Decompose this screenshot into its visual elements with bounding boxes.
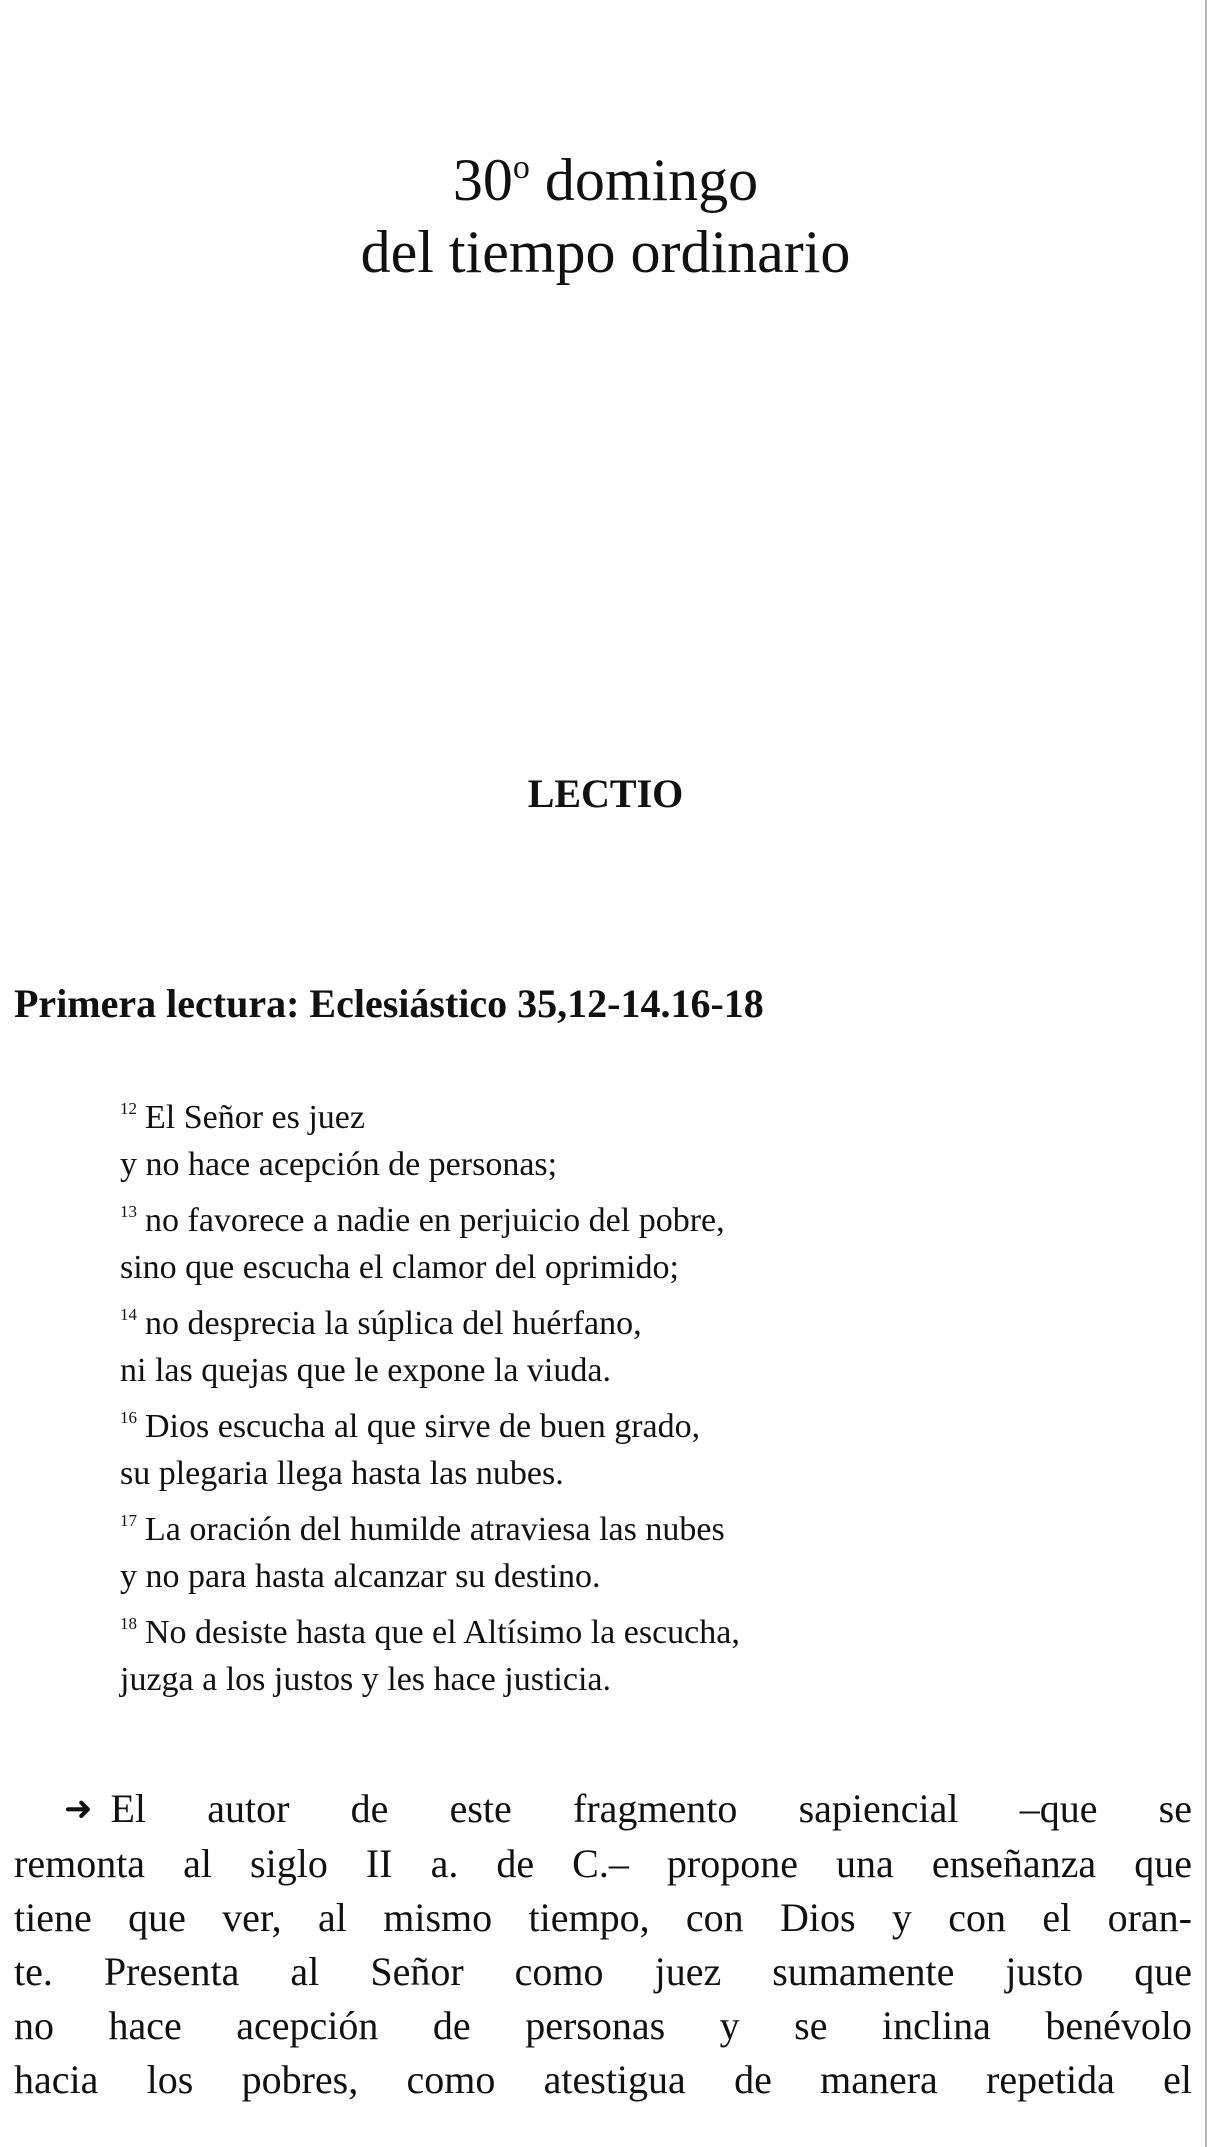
verse-number: 12 [120,1099,137,1118]
commentary-line [14,1782,1192,1837]
verse-block [120,1094,1120,1712]
verse-line [120,1094,1120,1141]
verse [120,1300,1120,1394]
verse-text: no favorece a nadie en perjuicio del pobre, [145,1202,725,1239]
verse-line [120,1197,1120,1244]
page-title-line-1 [0,144,1211,216]
verse-line: y no hace acepción de personas; [120,1146,558,1183]
verse-line: juzga a los justos y les hace justicia. [120,1661,611,1698]
verse-line: ni las quejas que le expone la viuda. [120,1352,611,1389]
section-heading: LECTIO [527,771,684,816]
verse-text: No desiste hasta que el Altísimo la escucha, [145,1614,740,1651]
verse-number: 18 [120,1614,137,1633]
verse-line [120,1300,1120,1347]
verse-number: 14 [120,1305,137,1324]
verse [120,1197,1120,1291]
verse-line [120,1506,1120,1553]
verse-text: no desprecia la súplica del huérfano, [145,1305,642,1342]
title-number: 30 [452,147,513,213]
title-ordinal-sup: o [512,149,530,186]
page-edge [1205,0,1207,2147]
arrow-right-icon: ➜ [64,1791,93,1828]
verse-number: 16 [120,1408,137,1427]
reading-heading: Primera lectura: Eclesiástico 35,12-14.16-18 [14,981,764,1026]
verse-line: sino que escucha el clamor del oprimido; [120,1249,679,1286]
verse [120,1403,1120,1497]
commentary-paragraph [14,1782,1192,2107]
verse-line [120,1609,1120,1656]
verse-text: Dios escucha al que sirve de buen grado, [145,1408,701,1445]
commentary-text: El autor de este fragmento sapiencial –que se [110,1786,1192,1831]
verse-number: 13 [120,1202,137,1221]
verse [120,1506,1120,1600]
verse-line [120,1403,1120,1450]
verse-line: y no para hasta alcanzar su destino. [120,1558,601,1595]
title-word: domingo [529,147,759,213]
verse-text: El Señor es juez [145,1099,365,1136]
page-title-line-2: del tiempo ordinario [360,219,851,285]
commentary-line: no hace acepción de personas y se inclina benévolo [14,2003,1192,2048]
verse [120,1609,1120,1703]
verse-text: La oración del humilde atraviesa las nubes [145,1511,725,1548]
commentary-line: tiene que ver, al mismo tiempo, con Dios y con el oran- [14,1895,1192,1940]
verse [120,1094,1120,1188]
commentary-line: remonta al siglo II a. de C.– propone una enseñanza que [14,1841,1192,1886]
verse-number: 17 [120,1511,137,1530]
commentary-line: hacia los pobres, como atestigua de manera repetida el [14,2057,1192,2102]
commentary-line: te. Presenta al Señor como juez sumamente justo que [14,1949,1192,1994]
verse-line: su plegaria llega hasta las nubes. [120,1455,564,1492]
